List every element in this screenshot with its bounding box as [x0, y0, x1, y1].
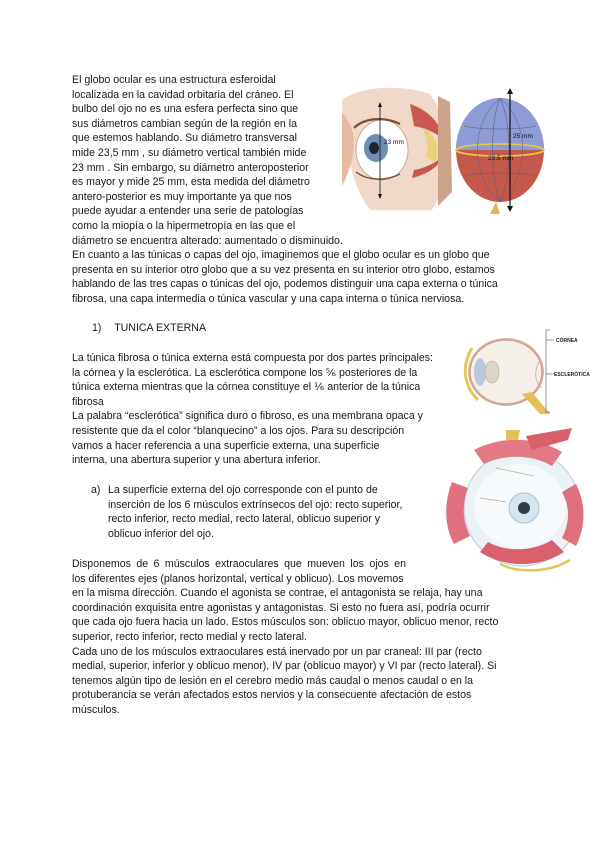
transverse-diameter-label: 23,5 mm	[488, 155, 514, 162]
tunics-paragraph	[72, 248, 498, 306]
muscles-paragraph	[72, 557, 498, 718]
intro-line: es mayor y mide 25 mm, esta medida del diámetro	[72, 176, 310, 189]
tunics-line: hablando de las tres capas o túnicas del ojo, podemos distinguir una capa externa o túnica	[72, 278, 498, 291]
intro-line: puede ayudar a entender una serie de patologías	[72, 205, 304, 218]
intro-line: que estemos hablando. Su diámetro transversal	[72, 132, 297, 145]
cornea-label: CÓRNEA	[556, 338, 578, 344]
tunics-line: fibrosa, una capa intermedia o túnica vascular y una capa interna o túnica nerviosa.	[72, 292, 465, 305]
muscles-line: medial, superior, inferior y oblicuo menor), IV par (oblicuo mayor) y VI par (recto lateral). Si	[72, 660, 497, 673]
intro-line: 23 mm . Sin embargo, su diámetro anteroposterior	[72, 161, 309, 174]
fibrous-line: interna, una abertura superior y una abertura inferior.	[72, 454, 321, 467]
list-item-a-marker: a)	[91, 484, 101, 496]
fibrous-line: túnica externa mientras que la córnea constituye el ⅙ anterior de la túnica	[72, 381, 421, 394]
list-item-a	[108, 483, 402, 541]
section-number: 1)	[92, 322, 102, 334]
fibrous-line: la córnea y la esclerótica. La esclerótica compone los ⅚ posteriores de la	[72, 366, 418, 379]
muscles-line: coordinación exquisita entre agonistas y antagonistas. Si esto no fuera así, podría ocurrir	[72, 601, 490, 614]
fibrous-line: resistente que da el color “blanquecino” a los ojos. Para su descripción	[72, 424, 405, 437]
tunics-line: presenta en su interior otro globo que a su vez presenta en su interior otro globo, estamos	[72, 263, 495, 276]
muscles-line: Cada uno de los músculos extraoculares está inervado por un par craneal: III par (recto	[72, 645, 482, 658]
extraocular-muscles-figure	[440, 428, 590, 578]
muscles-line: protuberancia se verán afectados estos nervios y la consecuente afectación de estos	[72, 689, 472, 702]
muscles-line: tenemos algún tipo de lesión en el cerebro medio más caudal o menos caudal o en la	[72, 674, 474, 687]
intro-line: como la miopía o la hipermetropía en las que el	[72, 219, 296, 232]
intro-line: sus diámetros cambian según de la región en la	[72, 117, 297, 130]
vertical-diameter-label: 23 mm	[384, 139, 404, 146]
sclera-label: ESCLERÓTICA	[554, 372, 590, 378]
fibrous-line: La palabra “esclerótica” significa duro o fibroso, es una membrana opaca y	[72, 410, 423, 423]
intro-line: antero-posterior es muy importante ya que nos	[72, 190, 292, 203]
fibrous-paragraph	[72, 351, 433, 468]
eye-dimensions-figure	[340, 82, 533, 214]
item-a-line: La superficie externa del ojo corresponde con el punto de	[108, 484, 378, 496]
muscles-line: músculos.	[72, 703, 120, 716]
intro-line: localizada en la cavidad orbitaria del cráneo. El	[72, 88, 294, 101]
muscles-line: superior, recto inferior, recto medial y recto lateral.	[72, 630, 307, 643]
item-a-line: inserción de los 6 músculos extrínsecos del ojo: recto superior,	[108, 498, 403, 511]
muscles-line: los diferentes ejes (planos horizontal, vertical y oblicuo). Los movemos	[72, 572, 404, 585]
section-title: TUNICA EXTERNA	[114, 322, 207, 334]
intro-line: diámetro se encuentra alterado: aumentado o disminuido.	[72, 234, 343, 247]
item-a-line: recto inferior, recto medial, recto lateral, oblicuo superior y	[108, 513, 381, 526]
intro-paragraph	[72, 73, 343, 248]
intro-line: mide 23,5 mm , su diámetro vertical también mide	[72, 146, 307, 159]
ap-diameter-label: 25 mm	[513, 133, 533, 140]
intro-line: bulbo del ojo no es una esfera perfecta sino que	[72, 103, 299, 116]
muscles-line: que cada ojo fuera hacia un lado. Estos músculos son: oblicuo mayor, oblicuo menor, recto	[72, 616, 499, 629]
intro-line: El globo ocular es una estructura esferoidal	[72, 74, 276, 86]
item-a-line: oblicuo inferior del ojo.	[108, 527, 214, 540]
fibrous-line: La túnica fibrosa o túnica externa está compuesta por dos partes principales:	[72, 352, 433, 364]
section-heading	[92, 322, 216, 334]
tunics-line: En cuanto a las túnicas o capas del ojo, imaginemos que el globo ocular es un globo que	[72, 249, 490, 261]
muscles-line: en la misma dirección. Cuando el agonista se contrae, el antagonista se relaja, hay una	[72, 587, 483, 600]
fibrous-line: fibrosa	[72, 395, 104, 408]
external-tunic-figure	[462, 330, 590, 414]
fibrous-line: vamos a hacer referencia a una superficie externa, una superficie	[72, 439, 380, 452]
muscles-line: Disponemos de 6 músculos extraoculares que mueven los ojos en	[72, 558, 407, 570]
